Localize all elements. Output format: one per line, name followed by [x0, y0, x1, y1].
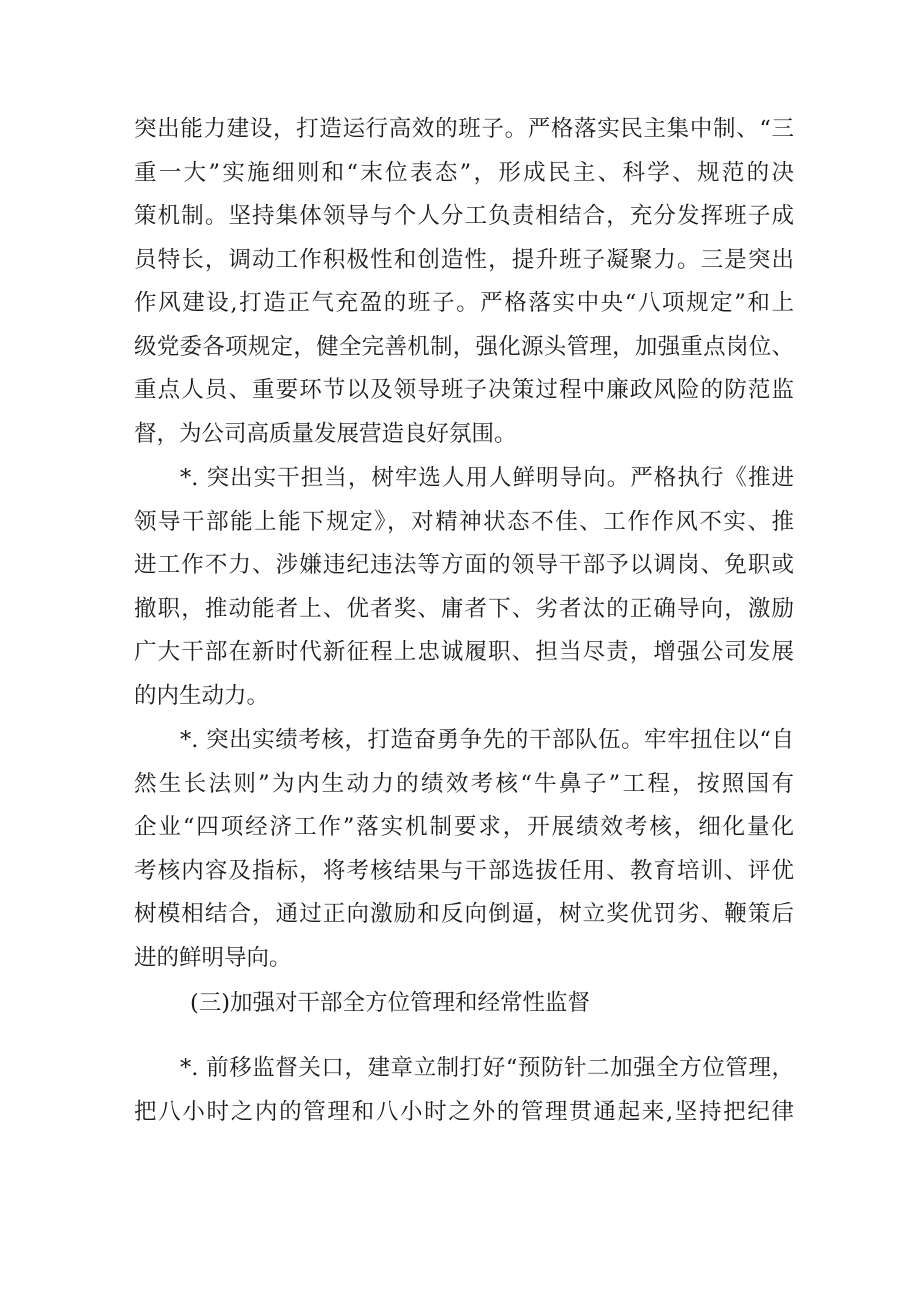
text-line: 广大干部在新时代新征程上忠诚履职、担当尽责，增强公司发展 [134, 639, 794, 665]
text-line: 督，为公司高质量发展营造良好氛围。 [134, 420, 517, 447]
paragraph-cadre-selection [134, 457, 794, 718]
text-line: 树模相结合，通过正向激励和反向倒逼，树立奖优罚劣、鞭策后 [134, 901, 794, 927]
paragraph-leadership-building [134, 108, 794, 456]
section-heading: (三)加强对干部全方位管理和经常性监督 [190, 990, 591, 1016]
text-line: *. 突出实干担当，树牢选人用人鲜明导向。严格执行《推进 [180, 465, 794, 491]
paragraph-supervision [134, 1047, 794, 1134]
text-line: 领导干部能上能下规定》，对精神状态不佳、工作作风不实、推 [134, 508, 794, 535]
text-line: 考核内容及指标，将考核结果与干部选拔任用、教育培训、评优 [134, 857, 794, 884]
text-line: 把八小时之内的管理和八小时之外的管理贯通起来,坚持把纪律 [134, 1098, 794, 1125]
text-line: 的内生动力。 [134, 682, 270, 709]
text-line: 员特长，调动工作积极性和创造性，提升班子凝聚力。三是突出 [134, 246, 794, 273]
text-line: 撤职，推动能者上、优者奖、庸者下、劣者汰的正确导向，激励 [134, 595, 794, 622]
text-line: 级党委各项规定，健全完善机制，强化源头管理，加强重点岗位、 [134, 333, 794, 360]
text-line: 进工作不力、涉嫌违纪违法等方面的领导干部予以调岗、免职或 [134, 552, 794, 578]
text-line: 策机制。坚持集体领导与个人分工负责相结合，充分发挥班子成 [134, 203, 794, 229]
text-line: 进的鲜明导向。 [134, 944, 292, 971]
text-line: *. 前移监督关口，建章立制打好“预防针二加强全方位管理， [180, 1055, 794, 1081]
paragraph-performance-assessment [134, 719, 794, 980]
text-line: 企业“四项经济工作”落实机制要求，开展绩效考核，细化量化 [134, 814, 794, 840]
text-line: 重点人员、重要环节以及领导班子决策过程中廉政风险的防范监 [134, 377, 794, 403]
text-line: *. 突出实绩考核，打造奋勇争先的干部队伍。牢牢扭住以“自 [180, 727, 794, 753]
text-line: 然生长法则”为内生动力的绩效考核“牛鼻子”工程，按照国有 [134, 770, 794, 797]
text-line: 重一大”实施细则和“末位表态”，形成民主、科学、规范的决 [134, 159, 794, 186]
text-line: 突出能力建设，打造运行高效的班子。严格落实民主集中制、“三 [134, 116, 794, 142]
text-line: 作风建设,打造正气充盈的班子。严格落实中央“八项规定”和上 [134, 290, 794, 316]
